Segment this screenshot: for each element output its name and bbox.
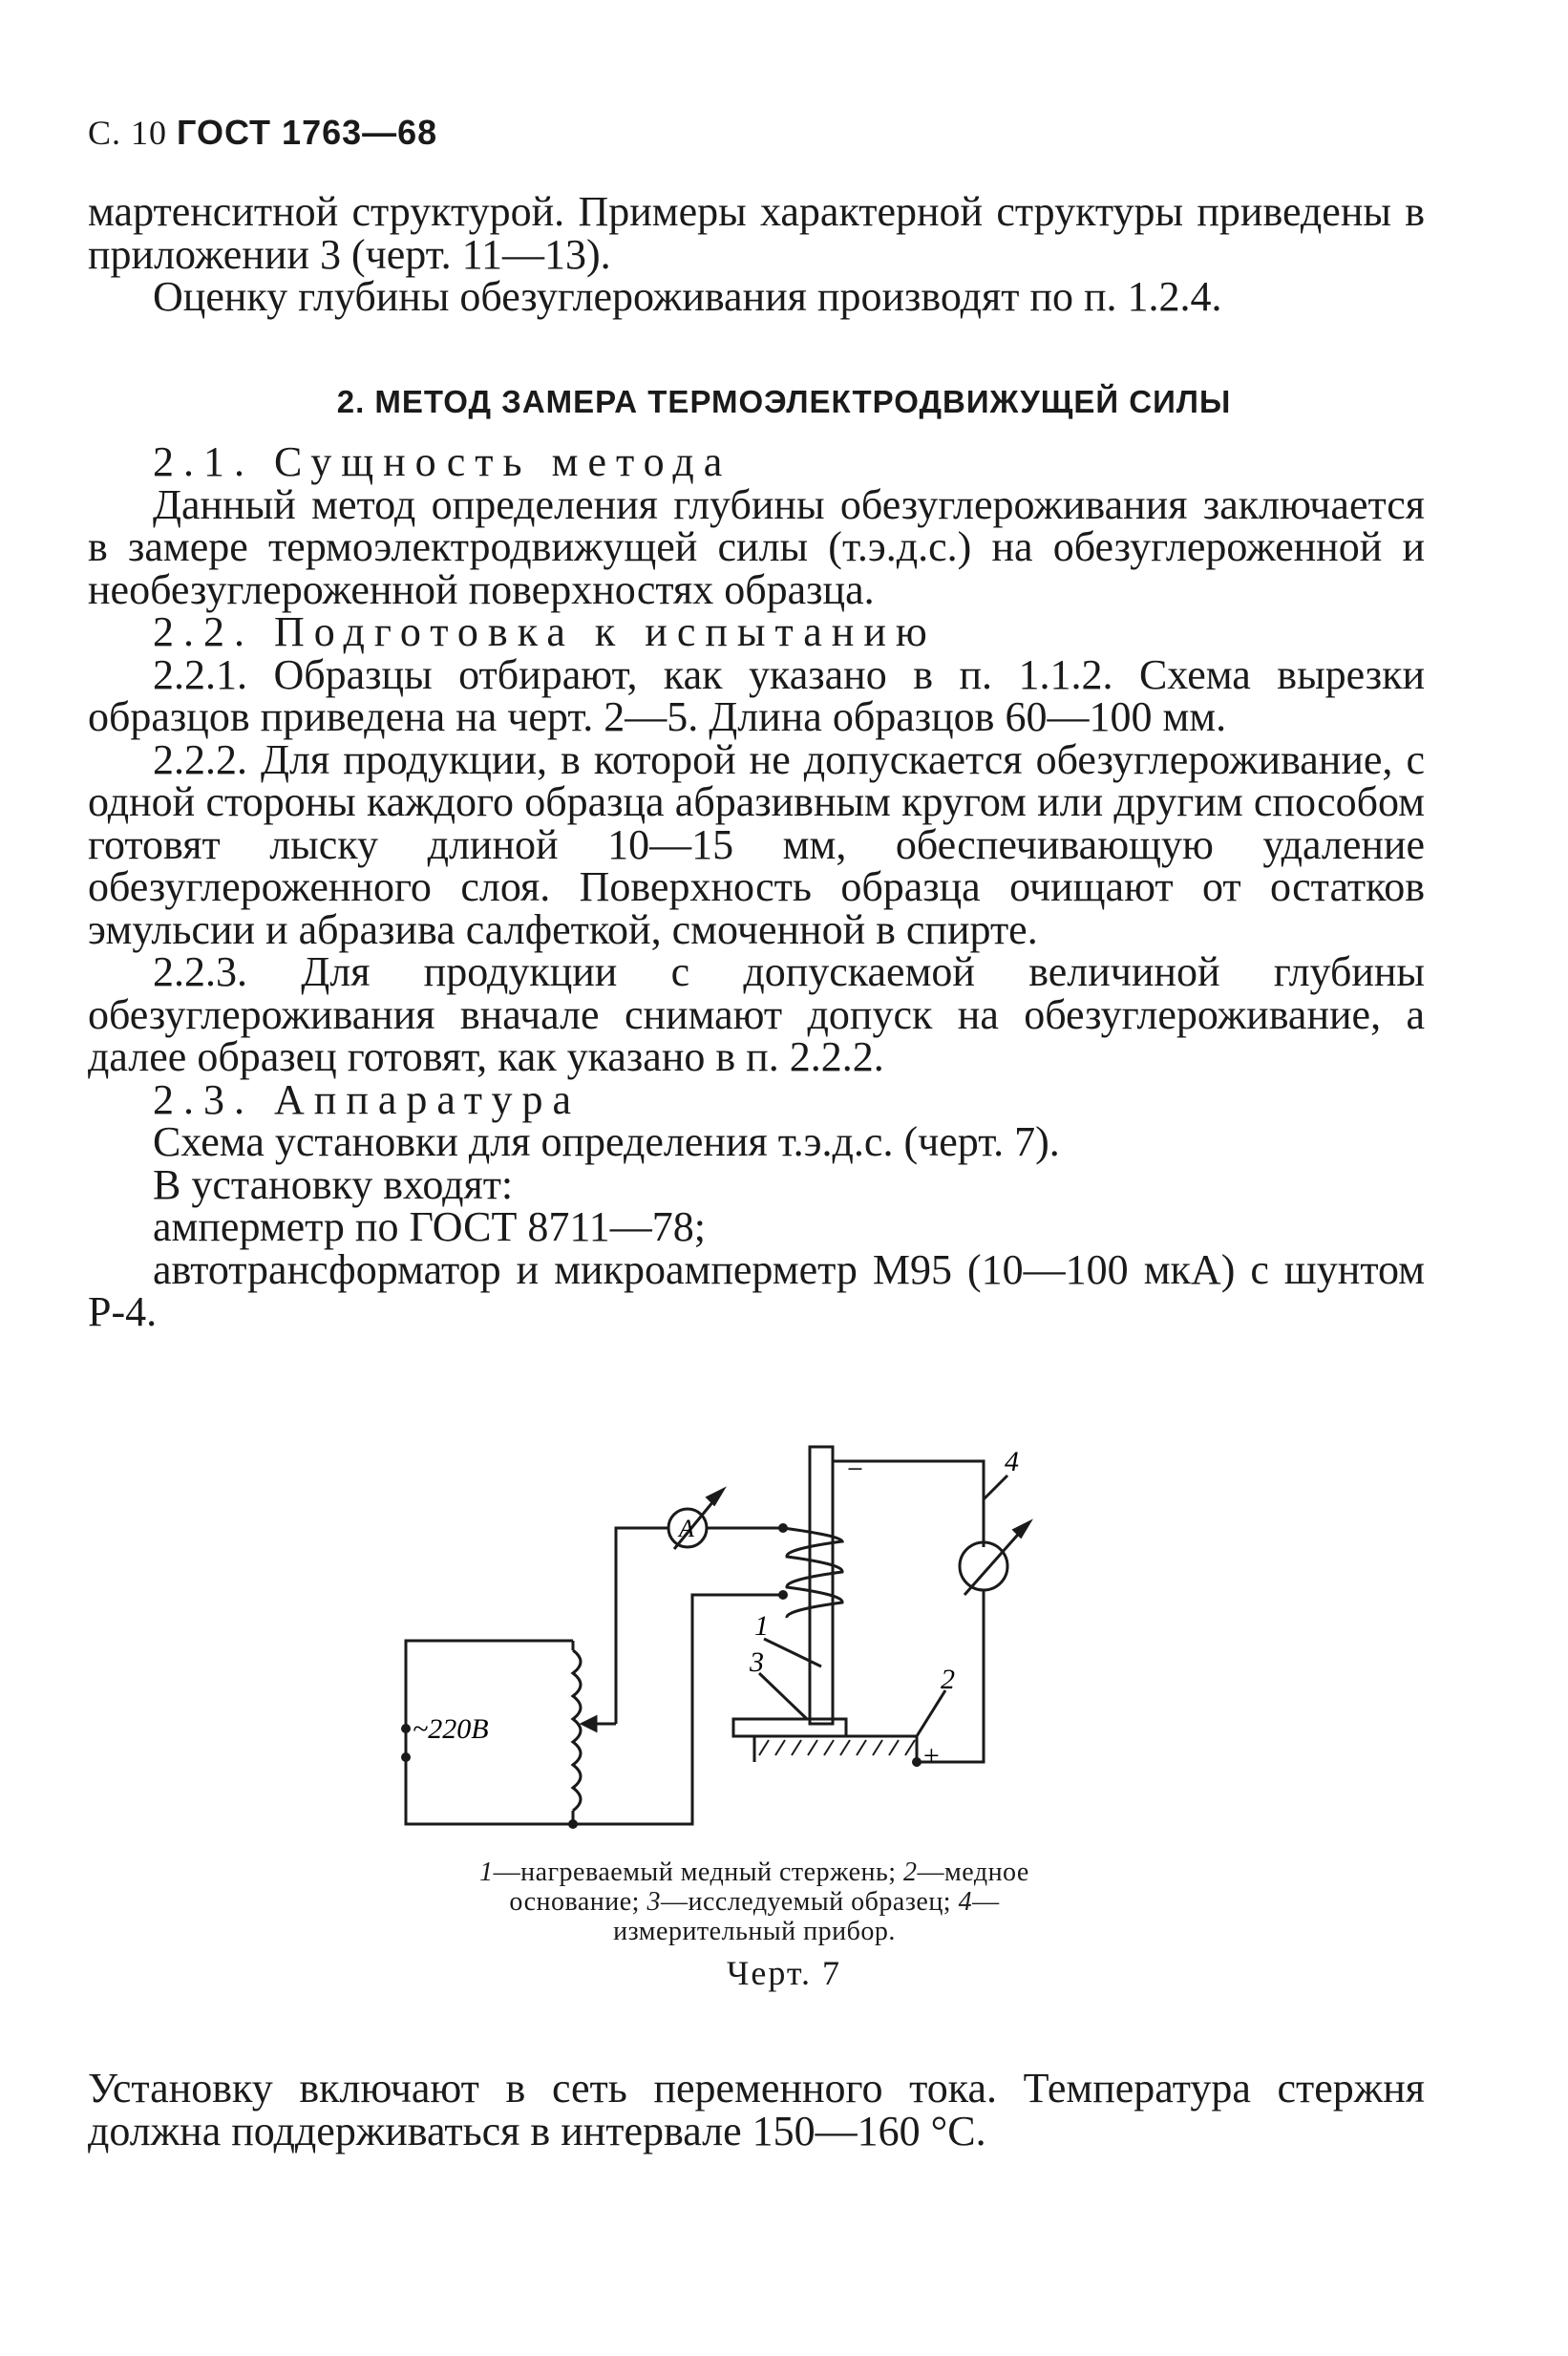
figure-label: Черт. 7 [727,1954,841,1992]
copper-base [733,1719,846,1736]
figure-caption [449,1857,1060,1946]
caption-number: 4 [958,1887,973,1917]
subsection-heading: 2.3. Аппаратура [153,1075,581,1123]
paragraph: 2.2.2. Для продукции, в которой не допускается обезуглероживание, с одной стороны каждого образца абразивным кругом или другим способом готовят лыску длиной 10—15 мм, обеспечивающую удаление обезуглероженного слоя. Поверхность образца очищают от остатков эмульсии и абразива салфеткой, смоченной в спирте. [88,735,1425,953]
heated-copper-rod [810,1447,833,1724]
heater-coil [783,1528,842,1618]
minus-sign: − [845,1454,865,1485]
closing-text [88,2065,1425,2154]
table-hatching [759,1740,915,1755]
subsection-heading: 2.2. Подготовка к испытанию [153,608,937,655]
caption-number: 1 [479,1857,494,1887]
caption-number: 3 [646,1887,661,1917]
caption-text: —медное основание; [509,1857,1029,1917]
ammeter-label: A [679,1515,694,1542]
paragraph: Схема установки для определения т.э.д.с. (черт. 7). [153,1118,1060,1165]
paragraph: амперметр по ГОСТ 8711—78; [153,1203,706,1250]
plus-sign: + [922,1740,942,1772]
callout-4: 4 [1005,1446,1019,1477]
section-title: 2. МЕТОД ЗАМЕРА ТЕРМОЭЛЕКТРОДВИЖУЩЕЙ СИЛЫ [336,384,1232,419]
caption-text: —нагреваемый медный стержень; [493,1857,904,1887]
paragraph: 2.2.3. Для продукции с допускаемой величиной глубины обезуглероживания вначале снимают допуск на обезуглероживание, а далее образец готовят, как указано в п. 2.2.2. [88,948,1425,1080]
page-number: С. 10 [88,114,168,152]
paragraph: автотрансформатор и микроамперметр М95 (10—100 мкА) с шунтом Р-4. [88,1245,1425,1335]
caption-number: 2 [903,1857,918,1887]
callout-1: 1 [754,1610,769,1642]
measuring-instrument-symbol [960,1542,1007,1590]
paragraph: мартенситной структурой. Примеры характерной структуры приведены в приложении 3 (черт. 11—13). [88,188,1425,278]
caption-text: —исследуемый образец; [660,1887,959,1917]
paragraph: 2.2.1. Образцы отбирают, как указано в п. 1.1.2. Схема вырезки образцов приведена на черт. 2—5. Длина образцов 60—100 мм. [88,650,1425,740]
callout-3: 3 [750,1646,764,1678]
paragraph: Установку включают в сеть переменного тока. Температура стержня должна поддерживаться в интервале 150—160 °С. [88,2065,1425,2154]
callout-2: 2 [941,1664,955,1695]
paragraph: Данный метод определения глубины обезуглероживания заключается в замере термоэлектродвижущей силы (т.э.д.с.) на обезуглероженной и необезуглероженной поверхностях образца. [88,480,1425,613]
paragraph: Оценку глубины обезуглероживания производят по п. 1.2.4. [153,273,1222,320]
subsection-heading: 2.1. Сущность метода [153,438,732,485]
caption-text: —измерительный прибор. [613,1887,1000,1946]
standard-number: ГОСТ 1763—68 [177,113,438,152]
voltage-label: ~220В [413,1713,489,1745]
paragraph: В установку входят: [153,1160,514,1208]
autotransformer-coil [573,1650,581,1811]
